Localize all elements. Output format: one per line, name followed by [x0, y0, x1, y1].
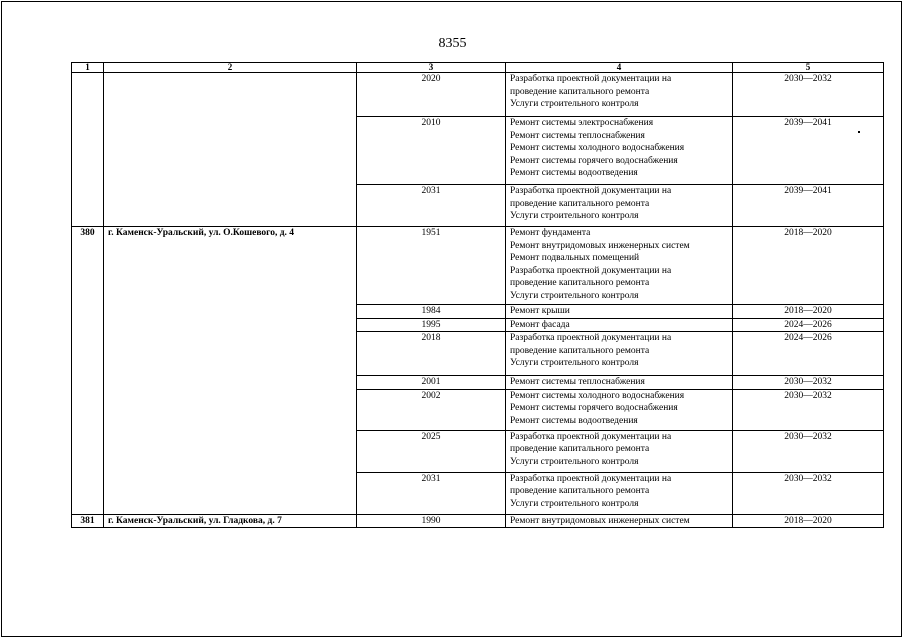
work-type-line: Услуги строительного контроля	[510, 211, 639, 221]
commissioning-year-cell: 2031	[357, 472, 506, 514]
address-cell: г. Каменск-Уральский, ул. Гладкова, д. 7	[104, 514, 357, 528]
planned-period-cell: 2039—2041	[733, 185, 884, 227]
commissioning-year-cell: 2025	[357, 430, 506, 472]
column-number-4: 4	[506, 63, 733, 73]
page-number: 8355	[438, 36, 467, 51]
work-types-cell	[506, 376, 733, 390]
work-types-cell	[506, 332, 733, 376]
planned-period-cell: 2024—2026	[733, 318, 884, 332]
work-types-cell	[506, 472, 733, 514]
work-type-line: Ремонт системы теплоснабжения	[510, 130, 645, 141]
planned-period-cell: 2018—2020	[733, 514, 884, 528]
work-type-line: Услуги строительного контроля	[510, 456, 639, 467]
commissioning-year-cell: 1995	[357, 318, 506, 332]
column-number-row	[72, 63, 884, 73]
work-type-line: Ремонт подвальных помещений	[510, 253, 640, 263]
work-type-line: Ремонт системы холодного водоснабжения	[510, 390, 685, 401]
work-types-cell	[506, 117, 733, 185]
work-type-line: Ремонт фасада	[510, 319, 570, 330]
commissioning-year-cell: 2010	[357, 117, 506, 185]
work-type-line: проведение капитального ремонта	[510, 86, 650, 97]
work-types-cell	[506, 430, 733, 472]
work-type-line: Ремонт внутридомовых инженерных систем	[510, 515, 690, 526]
work-types-cell	[506, 305, 733, 319]
work-type-line: Услуги строительного контроля	[510, 290, 639, 301]
work-types-cell	[506, 318, 733, 332]
work-type-line: Разработка проектной документации на	[510, 186, 672, 196]
work-type-line: Разработка проектной документации на	[510, 265, 672, 276]
table-row	[72, 227, 884, 305]
work-types-cell	[506, 227, 733, 305]
work-type-line: Ремонт системы водоотведения	[510, 168, 638, 178]
repair-schedule-table	[71, 62, 884, 528]
work-type-line: Разработка проектной документации на	[510, 431, 672, 442]
planned-period-cell: 2018—2020	[733, 227, 884, 305]
planned-period-cell: 2018—2020	[733, 305, 884, 319]
work-type-line: Ремонт системы горячего водоснабжения	[510, 155, 678, 166]
work-type-line: Ремонт системы теплоснабжения	[510, 377, 645, 387]
work-types-cell	[506, 389, 733, 430]
table-row	[72, 514, 884, 528]
work-type-line: Ремонт крыши	[510, 306, 570, 316]
work-type-line: Услуги строительного контроля	[510, 358, 639, 368]
commissioning-year-cell: 2001	[357, 376, 506, 390]
row-number-cell	[72, 73, 104, 227]
work-type-line: проведение капитального ремонта	[510, 444, 650, 454]
row-number-cell: 381	[72, 514, 104, 528]
commissioning-year-cell: 2020	[357, 73, 506, 117]
planned-period-cell: 2039—2041	[733, 117, 884, 185]
planned-period-cell: 2030—2032	[733, 389, 884, 430]
address-cell	[104, 73, 357, 227]
planned-period-cell: 2030—2032	[733, 472, 884, 514]
work-type-line: Ремонт системы горячего водоснабжения	[510, 403, 678, 413]
work-type-line: Разработка проектной документации на	[510, 333, 672, 343]
table-row	[72, 73, 884, 117]
work-type-line: Ремонт системы водоотведения	[510, 415, 638, 426]
work-type-line: Ремонт системы холодного водоснабжения	[510, 143, 685, 153]
table-body	[72, 63, 884, 528]
commissioning-year-cell: 1984	[357, 305, 506, 319]
work-types-cell	[506, 185, 733, 227]
commissioning-year-cell: 2002	[357, 389, 506, 430]
work-type-line: проведение капитального ремонта	[510, 278, 650, 288]
planned-period-cell: 2030—2032	[733, 73, 884, 117]
column-number-3: 3	[357, 63, 506, 73]
work-types-cell	[506, 514, 733, 528]
work-types-cell	[506, 73, 733, 117]
work-type-line: Разработка проектной документации на	[510, 473, 672, 484]
work-type-line: Ремонт системы электроснабжения	[510, 118, 654, 128]
work-type-line: проведение капитального ремонта	[510, 486, 650, 496]
work-type-line: Услуги строительного контроля	[510, 498, 639, 509]
planned-period-cell: 2030—2032	[733, 430, 884, 472]
work-type-line: Разработка проектной документации на	[510, 74, 672, 84]
commissioning-year-cell: 2031	[357, 185, 506, 227]
planned-period-cell: 2024—2026	[733, 332, 884, 376]
commissioning-year-cell: 1990	[357, 514, 506, 528]
commissioning-year-cell: 1951	[357, 227, 506, 305]
address-cell: г. Каменск-Уральский, ул. О.Кошевого, д. 4	[104, 227, 357, 515]
work-type-line: Услуги строительного контроля	[510, 99, 639, 109]
column-number-1: 1	[72, 63, 104, 73]
column-number-5: 5	[733, 63, 884, 73]
work-type-line: проведение капитального ремонта	[510, 198, 650, 209]
row-number-cell: 380	[72, 227, 104, 515]
planned-period-cell: 2030—2032	[733, 376, 884, 390]
commissioning-year-cell: 2018	[357, 332, 506, 376]
work-type-line: проведение капитального ремонта	[510, 345, 650, 356]
column-number-2: 2	[104, 63, 357, 73]
work-type-line: Ремонт внутридомовых инженерных систем	[510, 240, 690, 251]
work-type-line: Ремонт фундамента	[510, 228, 591, 238]
